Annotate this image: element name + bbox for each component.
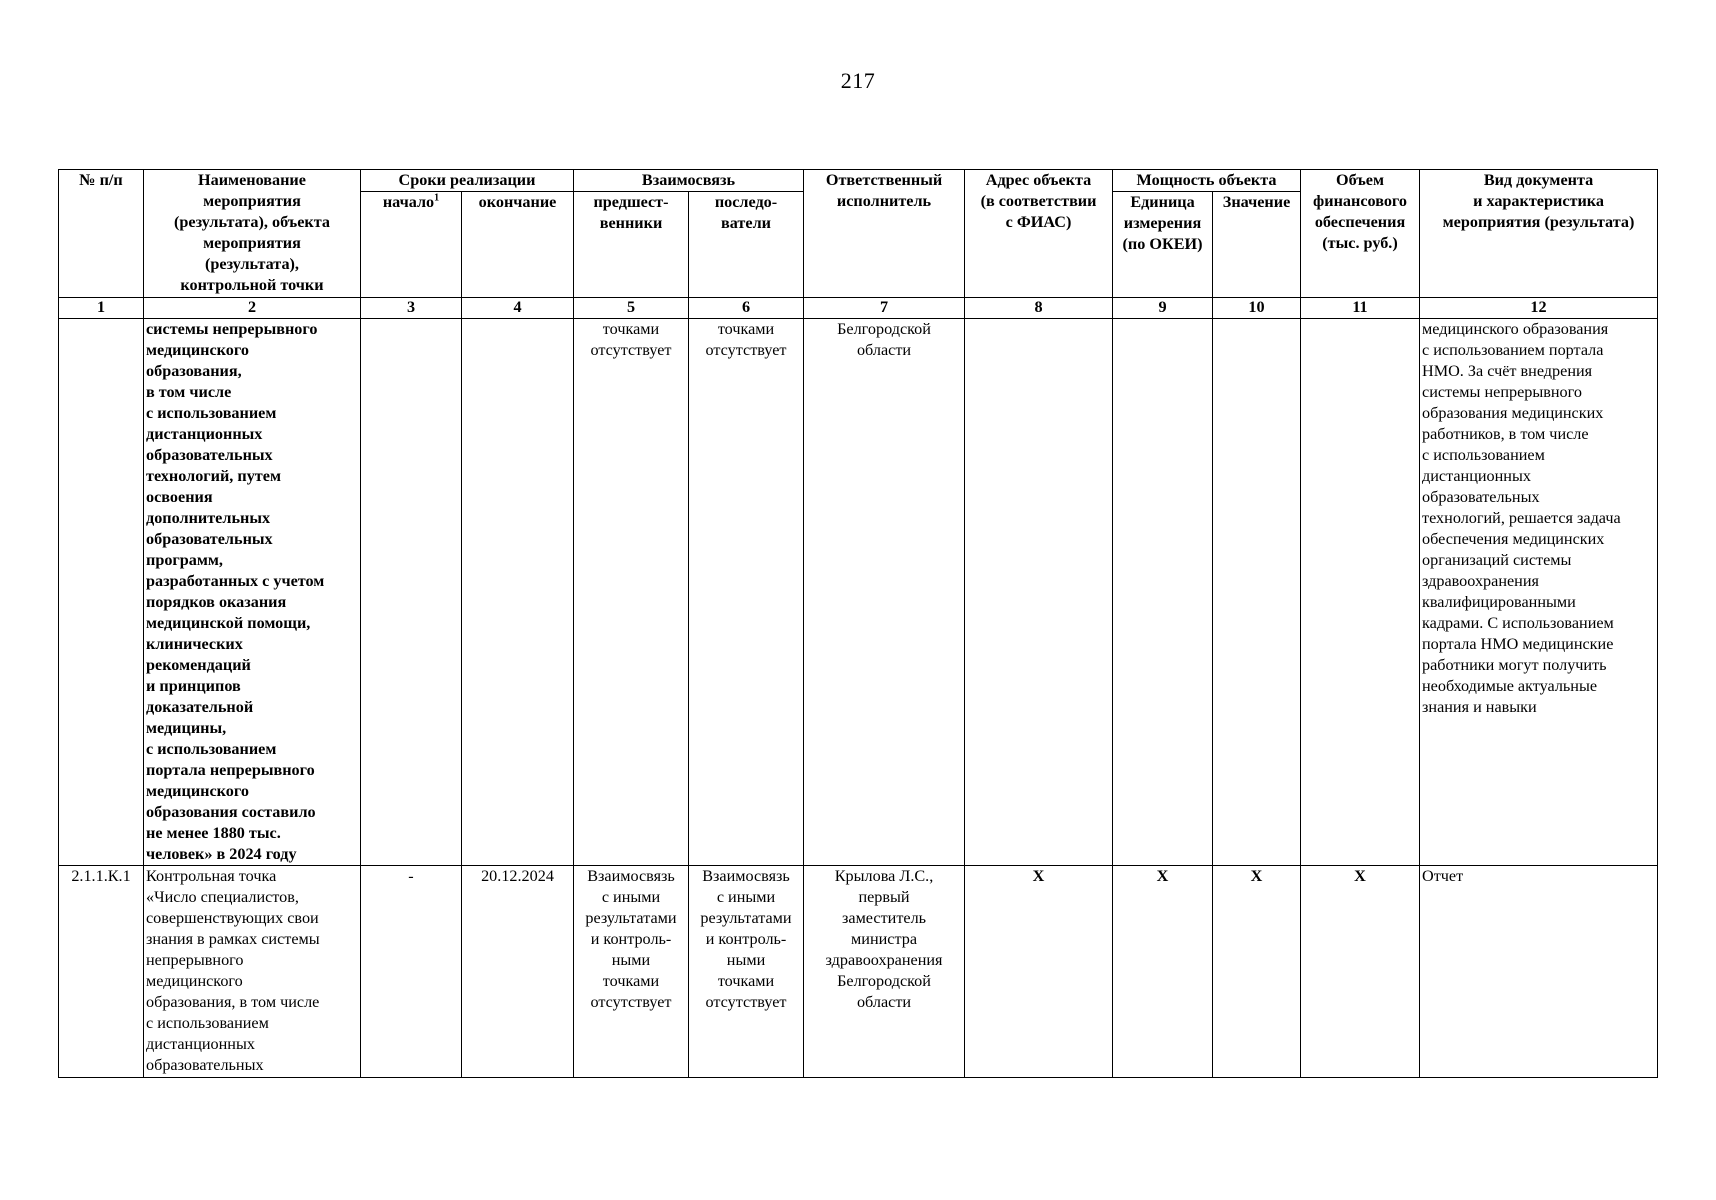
row-start [361, 319, 462, 866]
column-number: 1 [59, 298, 144, 319]
row-unit: X [1113, 866, 1213, 1078]
header-start [361, 192, 462, 298]
header-num: № п/п [59, 170, 144, 298]
column-number: 7 [804, 298, 965, 319]
row-doc-type: Отчет [1420, 866, 1658, 1078]
column-number: 2 [144, 298, 361, 319]
row-predecessors: Взаимосвязь с иными результатами и контроль- ными точками отсутствует [574, 866, 689, 1078]
header-doc-type: Вид документа и характеристика мероприятия (результата) [1420, 170, 1658, 298]
row-start: - [361, 866, 462, 1078]
column-number: 12 [1420, 298, 1658, 319]
header-financing: Объем финансового обеспечения (тыс. руб.) [1301, 170, 1420, 298]
row-doc-type: медицинского образования с использованием портала НМО. За счёт внедрения системы непрерывного образования медицинских работников, в том числе с использованием дистанционных образовательных технологий, решается задача обеспечения медицинских организаций системы здравоохранения квалифицированными кадрами. С использованием портала НМО медицинские работники могут получить необходимые актуальные знания и навыки [1420, 319, 1658, 866]
table-row [59, 319, 1658, 866]
header-row-1 [59, 170, 1658, 192]
row-financing: X [1301, 866, 1420, 1078]
row-unit [1113, 319, 1213, 866]
header-end: окончание [462, 192, 574, 298]
table-row [59, 866, 1658, 1078]
activities-table [58, 169, 1658, 1078]
row-value [1213, 319, 1301, 866]
row-responsible: Белгородской области [804, 319, 965, 866]
row-predecessors: точками отсутствует [574, 319, 689, 866]
column-number: 10 [1213, 298, 1301, 319]
column-number-row [59, 298, 1658, 319]
row-end: 20.12.2024 [462, 866, 574, 1078]
column-number: 9 [1113, 298, 1213, 319]
header-responsible: Ответственный исполнитель [804, 170, 965, 298]
header-predecessors: предшест- венники [574, 192, 689, 298]
row-value: X [1213, 866, 1301, 1078]
header-start-label: начало [382, 193, 435, 211]
column-number: 5 [574, 298, 689, 319]
row-num: 2.1.1.К.1 [59, 866, 144, 1078]
column-number: 3 [361, 298, 462, 319]
column-number: 4 [462, 298, 574, 319]
row-address: X [965, 866, 1113, 1078]
row-financing [1301, 319, 1420, 866]
row-address [965, 319, 1113, 866]
header-terms-group: Сроки реализации [361, 170, 574, 192]
row-successors: Взаимосвязь с иными результатами и контроль- ными точками отсутствует [689, 866, 804, 1078]
row-name: системы непрерывного медицинского образования, в том числе с использованием дистанционных образовательных технологий, путем освоения дополнительных образовательных программ, разработанных с учетом порядков оказания медицинской помощи, клинических рекомендаций и принципов доказательной медицины, с использованием портала непрерывного медицинского образования составило не менее 1880 тыс. человек» в 2024 году [144, 319, 361, 866]
row-num [59, 319, 144, 866]
header-start-footnote: 1 [434, 192, 440, 204]
column-number: 11 [1301, 298, 1420, 319]
row-responsible: Крылова Л.С., первый заместитель министра здравоохранения Белгородской области [804, 866, 965, 1078]
header-value: Значение [1213, 192, 1301, 298]
page-number: 217 [840, 68, 876, 93]
row-name: Контрольная точка «Число специалистов, совершенствующих свои знания в рамках системы непрерывного медицинского образования, в том числе с использованием дистанционных образовательных [144, 866, 361, 1078]
column-number: 6 [689, 298, 804, 319]
row-end [462, 319, 574, 866]
header-successors: последо- ватели [689, 192, 804, 298]
header-address: Адрес объекта (в соответствии с ФИАС) [965, 170, 1113, 298]
column-number: 8 [965, 298, 1113, 319]
header-capacity-group: Мощность объекта [1113, 170, 1301, 192]
header-name: Наименование мероприятия (результата), объекта мероприятия (результата), контрольной точки [144, 170, 361, 298]
row-successors: точками отсутствует [689, 319, 804, 866]
header-unit: Единица измерения (по ОКЕИ) [1113, 192, 1213, 298]
header-link-group: Взаимосвязь [574, 170, 804, 192]
